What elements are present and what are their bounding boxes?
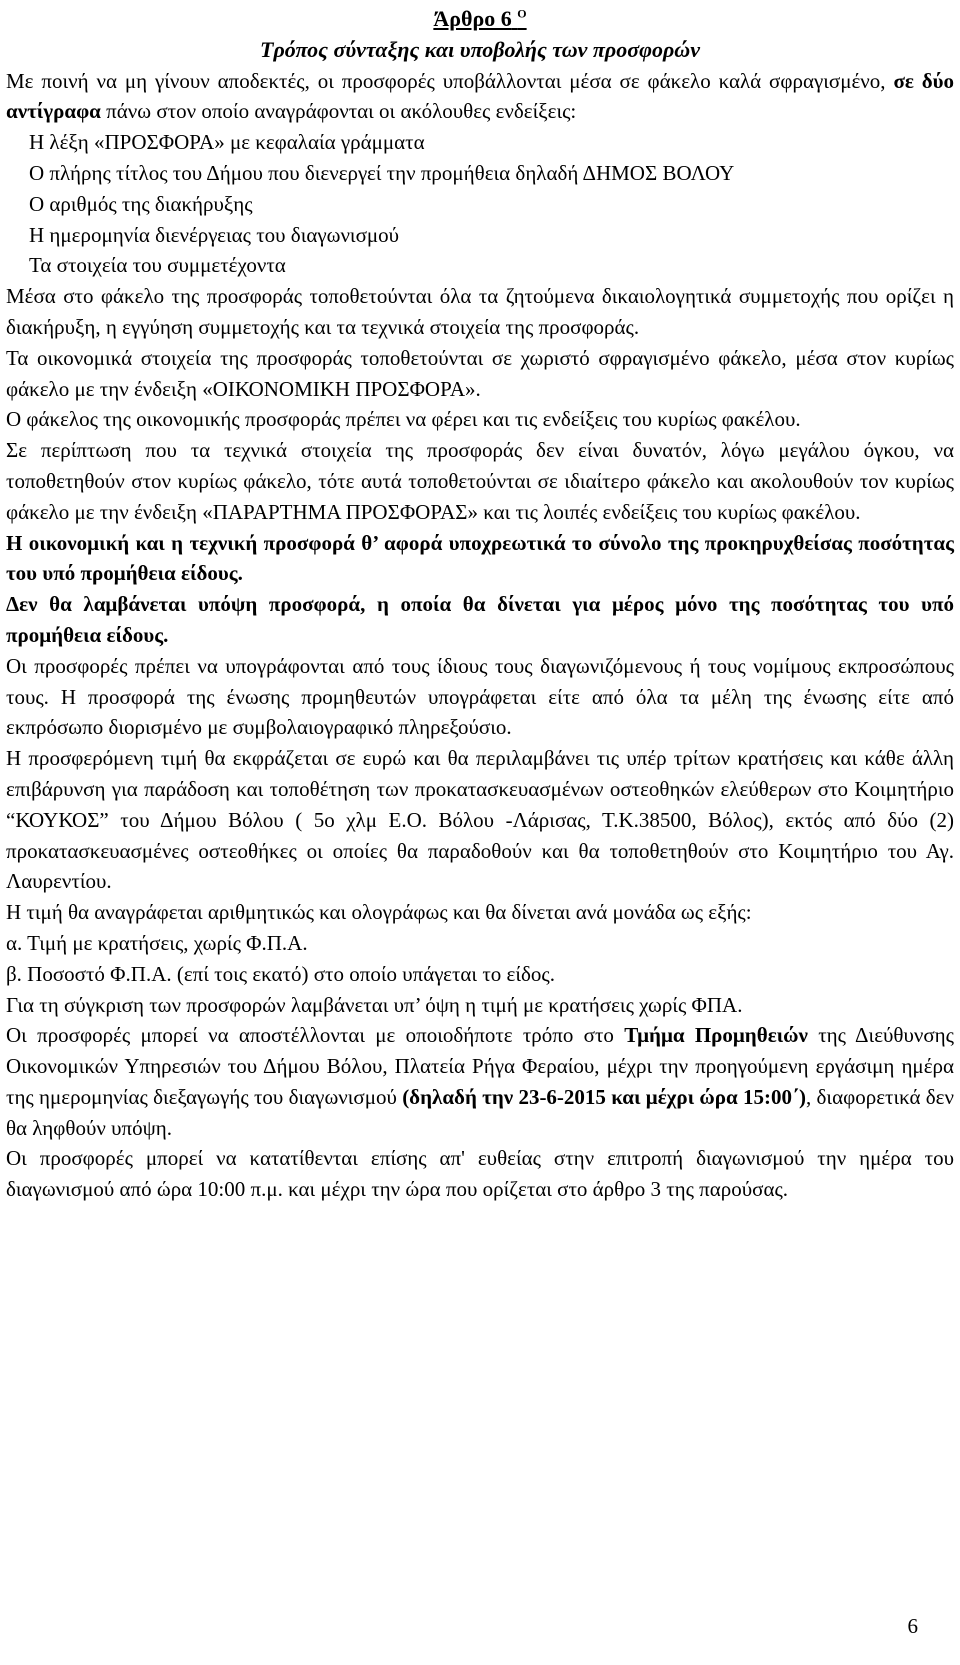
envelope-item: Τα στοιχεία του συμμετέχοντα: [29, 253, 286, 278]
comparison-paragraph: Για τη σύγκριση των προσφορών λαμβάνεται υπ’ όψη η τιμή με κρατήσεις χωρίς ΦΠΑ.: [6, 992, 743, 1017]
bulky-paragraph: Σε περίπτωση που τα τεχνικά στοιχεία της προσφοράς δεν είναι δυνατόν, λόγω μεγάλου όγκου, να τοποθετηθούν στον κυρίως φάκελο, τότε αυτά τοποθετούνται σε ιδιαίτερο φάκελο και ακολουθούν τον κυρίως φάκελο με την ένδειξη «ΠΑΡΑΡΤΗΜΑ ΠΡΟΣΦΟΡΑΣ» και τις λοιπές ενδείξεις του κυρίως φακέλου.: [6, 438, 954, 524]
envelope-item: Ο πλήρης τίτλος του Δήμου που διενεργεί την προμήθεια δηλαδή ΔΗΜΟΣ ΒΟΛΟΥ: [29, 160, 735, 185]
article-title-sup: Ο: [517, 6, 527, 21]
partial-offer-paragraph: Δεν θα λαμβάνεται υπόψη προσφορά, η οποία θα δίνεται για μέρος μόνο της ποσότητας του υπό προμήθεια είδους.: [6, 592, 954, 647]
submission-bold-dept: Τμήμα Προμηθειών: [624, 1023, 808, 1048]
envelope-item: Ο αριθμός της διακήρυξης: [29, 191, 253, 216]
price-item-b: β. Ποσοστό Φ.Π.Α. (επί τοις εκατό) στο οποίο υπάγεται το είδος.: [6, 961, 555, 986]
signature-paragraph: Οι προσφορές πρέπει να υπογράφονται από τους ίδιους τους διαγωνιζόμενους ή τους νομίμους εκπροσώπους τους. Η προσφορά της ένωσης προμηθευτών υπογράφεται είτε από όλα τα μέλη της ένωσης είτε από εκπρόσωπο διορισμένο με συμβολαιογραφικό πληρεξούσιο.: [6, 653, 954, 740]
envelope-item: Η ημερομηνία διενέργειας του διαγωνισμού: [29, 222, 400, 247]
intro-text-2: πάνω στον οποίο αναγράφονται οι ακόλουθες ενδείξεις:: [100, 99, 577, 124]
submission-text-1: Οι προσφορές μπορεί να αποστέλλονται με οποιοδήποτε τρόπο στο: [6, 1023, 625, 1048]
price-item-a: α. Τιμή με κρατήσεις, χωρίς Φ.Π.Α.: [6, 930, 308, 955]
submission-text-3: , διαφορετικά δεν θα ληφθούν υπόψη.: [6, 1084, 954, 1140]
article-title: [6, 4, 954, 35]
financial-paragraph: Τα οικονομικά στοιχεία της προσφοράς τοποθετούνται σε χωριστό σφραγισμένο φάκελο, μέσα στον κυρίως φάκελο με την ένδειξη «ΟΙΚΟΝΟΜΙΚΗ ΠΡΟΣΦΟΡΑ».: [6, 345, 954, 401]
intro-bold-text: σε δύο αντίγραφα: [6, 68, 955, 124]
submission-bold-deadline: (δηλαδή την 23-6-2015 και μέχρι ώρα 15:00΄): [402, 1084, 806, 1109]
submission-paragraph: [6, 1020, 954, 1143]
document-page: [6, 4, 954, 1205]
submission-text-2: της Διεύθυνσης Οικονομικών Υπηρεσιών του Δήμου Βόλου, Πλατεία Ρήγα Φεραίου, μέχρι την προηγούμενη εργάσιμη ημέρα της ημερομηνίας διεξαγωγής του διαγωνισμού: [6, 1023, 954, 1109]
page-number: 6: [907, 1614, 918, 1638]
intro-paragraph: [6, 66, 954, 128]
article-subtitle: Τρόπος σύνταξης και υποβολής των προσφορών: [260, 36, 700, 62]
article-title-text: Άρθρο 6: [433, 6, 512, 31]
intro-text-1: Με ποινή να μη γίνουν αποδεκτές, οι προσφορές υποβάλλονται μέσα σε φάκελο καλά σφραγισμένο,: [6, 68, 894, 93]
committee-paragraph: Οι προσφορές μπορεί να κατατίθενται επίσης απ' ευθείας στην επιτροπή διαγωνισμού την ημέρα του διαγωνισμού από ώρα 10:00 π.μ. και μέχρι την ώρα που ορίζεται στο άρθρο 3 της παρούσας.: [6, 1146, 954, 1202]
price-format-paragraph: Η τιμή θα αναγράφεται αριθμητικώς και ολογράφως και θα δίνεται ανά μονάδα ως εξής:: [6, 900, 752, 925]
financial-envelope-paragraph: Ο φάκελος της οικονομικής προσφοράς πρέπει να φέρει και τις ενδείξεις του κυρίως φακέλου.: [6, 407, 801, 432]
price-paragraph: Η προσφερόμενη τιμή θα εκφράζεται σε ευρώ και θα περιλαμβάνει τις υπέρ τρίτων κρατήσεις και κάθε άλλη επιβάρυνση για παράδοση και τοποθέτηση των προκατασκευασμένων οστεοθηκών ελεύθερων στο Κοιμητήριο “ΚΟΥΚΟΣ” του Δήμου Βόλου ( 5ο χλμ Ε.Ο. Βόλου -Λάρισας, Τ.Κ.38500, Βόλος), εκτός από δύο (2) προκατασκευασμένες οστεοθήκες οι οποίες θα παραδοθούν και θα τοποθετηθούν στο Κοιμητήριο του Αγ. Λαυρεντίου.: [6, 746, 954, 894]
whole-quantity-paragraph: Η οικονομική και η τεχνική προσφορά θ’ αφορά υποχρεωτικά το σύνολο της προκηρυχθείσας ποσότητας του υπό προμήθεια είδους.: [6, 530, 954, 586]
envelope-item: Η λέξη «ΠΡΟΣΦΟΡΑ» με κεφαλαία γράμματα: [29, 130, 425, 155]
contents-paragraph: Μέσα στο φάκελο της προσφοράς τοποθετούνται όλα τα ζητούμενα δικαιολογητικά συμμετοχής που ορίζει η διακήρυξη, η εγγύηση συμμετοχής και τα τεχνικά στοιχεία της προσφοράς.: [6, 284, 954, 339]
